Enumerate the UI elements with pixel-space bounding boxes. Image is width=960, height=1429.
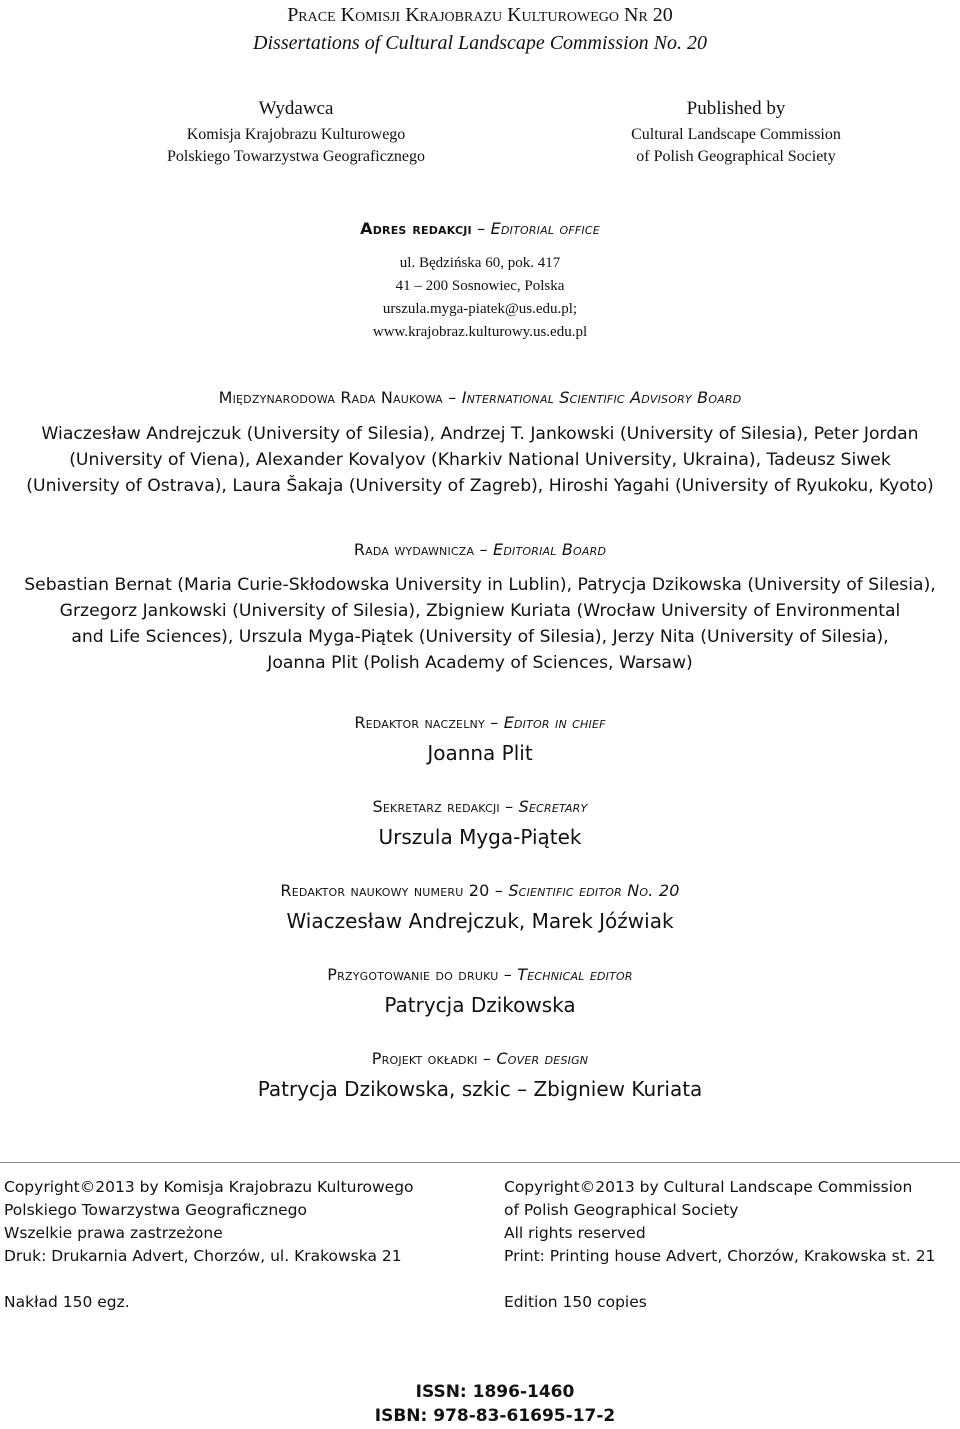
editorial-office-heading-pl: Adres redakcji — [360, 219, 472, 238]
edition-pl: Nakład 150 egz. — [4, 1293, 130, 1311]
advisory-board-heading-pl: Międzynarodowa Rada Naukowa — [218, 388, 443, 407]
editor-in-chief-name: Joanna Plit — [427, 741, 533, 765]
technical-editor-heading — [0, 964, 960, 986]
advisory-board-members — [0, 421, 960, 499]
cover-design-heading-pl: Projekt okładki — [371, 1049, 478, 1068]
publisher-en-line1: Cultural Landscape Commission — [631, 126, 841, 143]
technical-editor-heading-pl: Przygotowanie do druku — [327, 965, 499, 984]
address-email[interactable]: urszula.myga-piatek@us.edu.pl; — [382, 301, 578, 317]
copyright-en-line: All rights reserved — [504, 1224, 646, 1242]
secretary-heading-pl: Sekretarz redakcji — [372, 797, 500, 816]
scientific-editor-heading-en: Scientific editor No. 20 — [508, 881, 680, 900]
secretary-name: Urszula Myga-Piątek — [378, 825, 582, 849]
copyright-pl-line: Copyright©2013 by Komisja Krajobrazu Kulturowego — [4, 1178, 414, 1196]
editor-in-chief-heading — [0, 712, 960, 734]
editor-in-chief-heading-en: Editor in chief — [503, 713, 606, 732]
scientific-editor-heading-pl: Redaktor naukowy numeru 20 — [280, 881, 490, 900]
advisory-board-heading — [0, 387, 960, 409]
editorial-board-heading-pl: Rada wydawnicza — [353, 540, 475, 559]
cover-design-heading-en: Cover design — [496, 1049, 589, 1068]
heading-dash: – — [505, 797, 514, 816]
copyright-pl — [4, 1176, 484, 1314]
editorial-board-line: Grzegorz Jankowski (University of Silesia), Zbigniew Kuriata (Wrocław University of Environmental — [59, 601, 901, 621]
editorial-board-heading — [0, 539, 960, 561]
heading-dash: – — [490, 713, 499, 732]
editorial-office-heading-en: Editorial office — [490, 219, 600, 238]
heading-dash: – — [503, 965, 512, 984]
copyright-pl-line: Druk: Drukarnia Advert, Chorzów, ul. Krakowska 21 — [4, 1247, 402, 1265]
editor-in-chief-heading-pl: Redaktor naczelny — [354, 713, 485, 732]
copyright-en-line: of Polish Geographical Society — [504, 1201, 739, 1219]
address-city: 41 – 200 Sosnowiec, Polska — [395, 278, 565, 294]
secretary-heading — [0, 796, 960, 818]
technical-editor-heading-en: Technical editor — [517, 965, 633, 984]
cover-design-heading — [0, 1048, 960, 1070]
publisher-pl-line1: Komisja Krajobrazu Kulturowego — [186, 126, 406, 143]
editorial-office-address — [0, 252, 960, 344]
publisher-pl-line2: Polskiego Towarzystwa Geograficznego — [166, 148, 426, 165]
publisher-pl-heading: Wydawca — [258, 98, 334, 119]
heading-dash: – — [448, 388, 457, 407]
isbn: ISBN: 978-83-61695-17-2 — [374, 1406, 616, 1426]
scientific-editor-heading — [0, 880, 960, 902]
heading-dash: – — [482, 1049, 492, 1068]
publisher-en — [526, 96, 946, 168]
cover-design-names: Patrycja Dzikowska, szkic – Zbigniew Kuriata — [257, 1077, 703, 1101]
secretary-heading-en: Secretary — [518, 797, 588, 816]
copyright-en-line: Print: Printing house Advert, Chorzów, Krakowska st. 21 — [504, 1247, 936, 1265]
publisher-en-heading: Published by — [686, 98, 786, 119]
issn: ISSN: 1896-1460 — [415, 1382, 575, 1402]
address-street: ul. Będzińska 60, pok. 417 — [399, 255, 561, 271]
journal-title-en: Dissertations of Cultural Landscape Commission No. 20 — [253, 32, 707, 54]
editorial-office-heading — [0, 218, 960, 240]
heading-dash: – — [479, 540, 488, 559]
editorial-board-heading-en: Editorial Board — [493, 540, 607, 559]
address-website[interactable]: www.krajobraz.kulturowy.us.edu.pl — [372, 324, 588, 340]
advisory-board-heading-en: International Scientific Advisory Board — [461, 388, 742, 407]
advisory-board-line: (University of Viena), Alexander Kovalyov (Kharkiv National University, Ukraina), Tadeusz Siwek — [69, 450, 891, 470]
editorial-board-line: Joanna Plit (Polish Academy of Sciences, Warsaw) — [267, 653, 693, 673]
scientific-editor-names: Wiaczesław Andrejczuk, Marek Jóźwiak — [286, 909, 674, 933]
heading-dash: – — [477, 219, 486, 238]
advisory-board-line: Wiaczesław Andrejczuk (University of Silesia), Andrzej T. Jankowski (University of Silesia), Peter Jordan — [41, 424, 919, 444]
editorial-board-members — [0, 572, 960, 676]
copyright-en-line: Copyright©2013 by Cultural Landscape Commission — [504, 1178, 913, 1196]
heading-dash: – — [494, 881, 504, 900]
publisher-en-line2: of Polish Geographical Society — [636, 148, 836, 165]
copyright-pl-line: Polskiego Towarzystwa Geograficznego — [4, 1201, 307, 1219]
publisher-pl — [86, 96, 506, 168]
advisory-board-line: (University of Ostrava), Laura Šakaja (University of Zagreb), Hiroshi Yagahi (University of Ryukoku, Kyoto) — [26, 476, 934, 496]
edition-en: Edition 150 copies — [504, 1293, 647, 1311]
footer-divider — [0, 1162, 960, 1163]
copyright-en — [504, 1176, 960, 1314]
editorial-board-line: and Life Sciences), Urszula Myga-Piątek (University of Silesia), Jerzy Nita (University of Silesia), — [71, 627, 889, 647]
journal-title-pl: Prace Komisji Krajobrazu Kulturowego Nr 20 — [287, 4, 673, 26]
editorial-board-line: Sebastian Bernat (Maria Curie-Skłodowska University in Lublin), Patrycja Dzikowska (University of Silesia), — [24, 575, 936, 595]
copyright-pl-line: Wszelkie prawa zastrzeżone — [4, 1224, 223, 1242]
technical-editor-name: Patrycja Dzikowska — [384, 993, 576, 1017]
